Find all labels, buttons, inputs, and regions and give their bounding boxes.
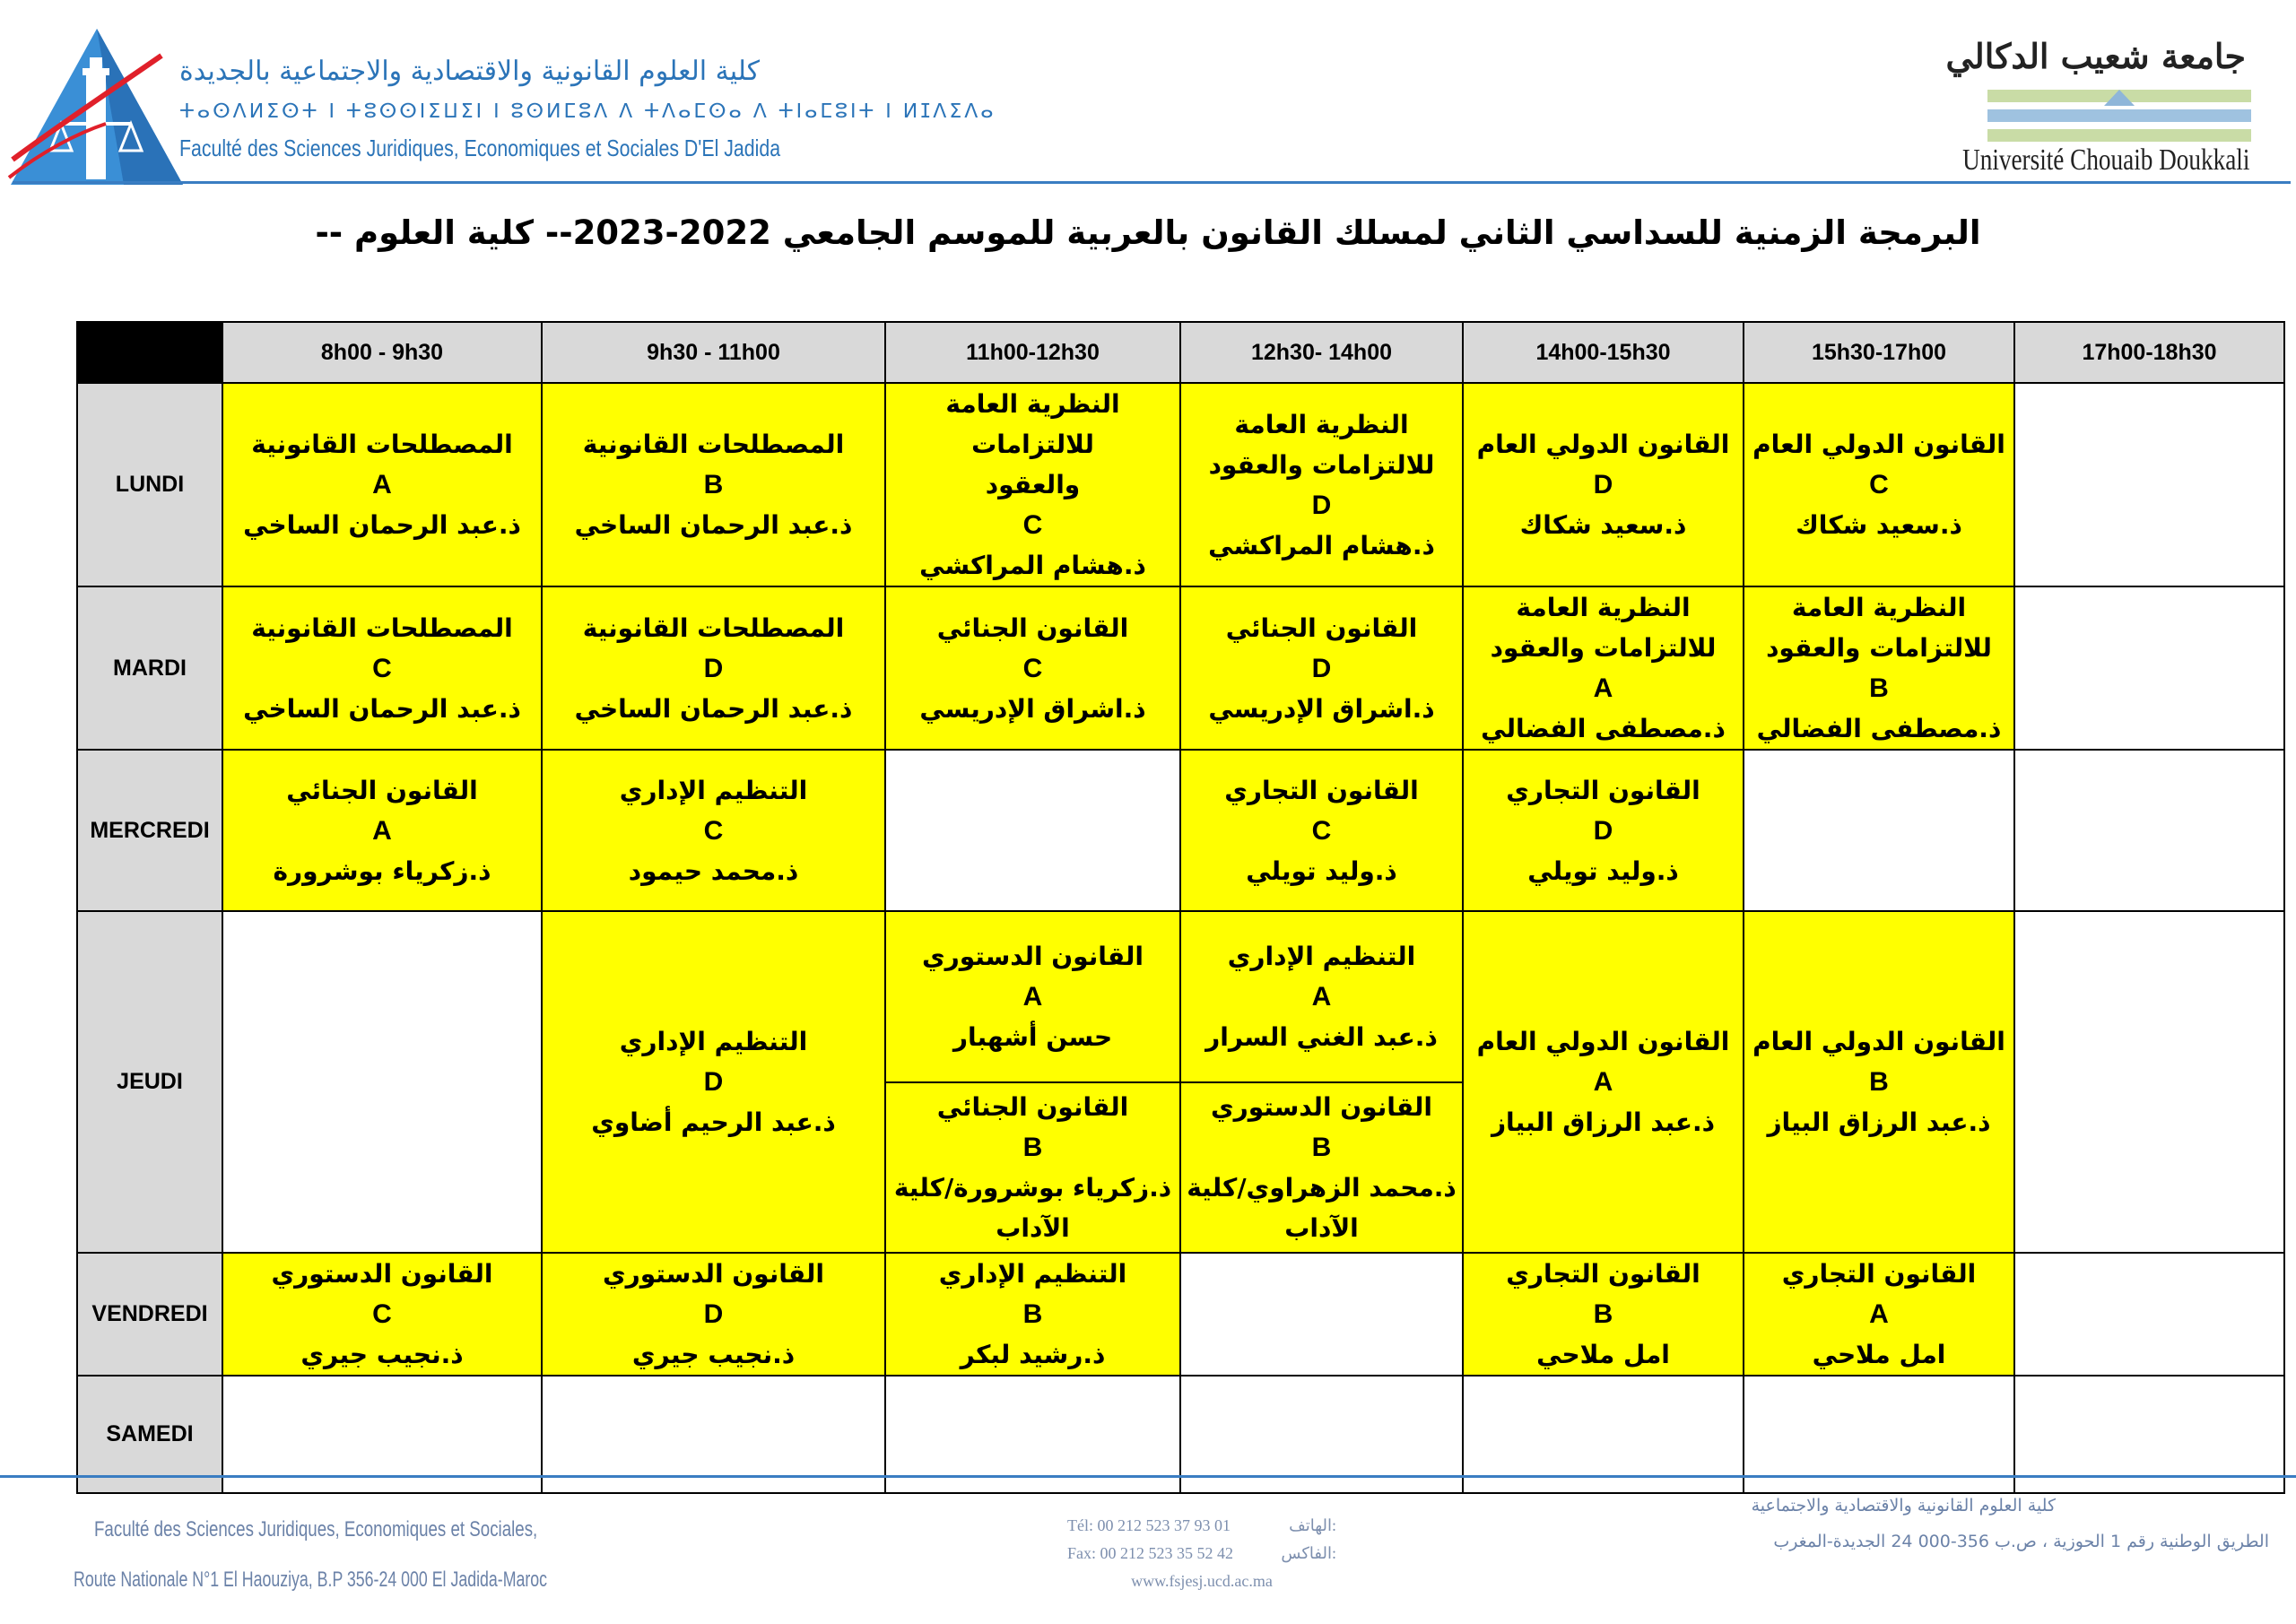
course-name: التنظيم الإداري [619,1027,808,1056]
header-row [77,322,2284,383]
course-group: B [1311,1132,1332,1162]
course-name: المصطلحات القانونية [582,612,845,643]
footer-address-line1: Faculté des Sciences Juridiques, Economiques et Sociales, [94,1517,538,1541]
course-cell [542,383,885,586]
course-cell [1463,383,1744,586]
faculty-name-arabic: كلية العلوم القانونية والاقتصادية والاجتماعية بالجديدة [179,56,760,87]
footer-phone: Tél: 00 212 523 37 93 01 [1067,1516,1231,1534]
page-title: البرمجة الزمنية للسداسي الثاني لمسلك القانون بالعربية للموسم الجامعي 2022-2023-- كلية العلوم -- [315,213,1981,252]
course-group: D [1311,653,1332,683]
course-cell [1463,750,1744,911]
university-name-arabic: جامعة شعيب الدكالي [1945,36,2246,76]
time-slot-header: 15h30-17h00 [1744,322,2014,383]
course-cell [1744,911,2014,1253]
corner-cell [77,322,222,383]
course-group: A [1593,1067,1613,1097]
time-slot-header: 14h00-15h30 [1463,322,1744,383]
course-professor: امل ملاحي [1812,1340,1946,1369]
university-name-french: Université Chouaib Doukkali [1961,143,2249,177]
course-professor: ذ.عبد الرزاق البياز [1491,1107,1716,1137]
course-name: القانون التجاري [1506,1259,1700,1289]
course-cell [1180,750,1463,911]
course-name: القانون الدولي العام [1476,430,1730,459]
time-slot-header: 11h00-12h30 [885,322,1180,383]
course-cell [1744,383,2014,586]
course-professor: ذ.عبد الرحمان الساخي [574,510,853,540]
course-professor: ذ.عبد الرحمان الساخي [243,693,521,724]
course-professor: ذ.عبد الرحمان الساخي [243,510,521,540]
course-cell [1744,1253,2014,1376]
course-group: D [703,653,724,683]
course-cell [885,586,1180,750]
course-professor: ذ.اشراق الإدريسي [919,693,1146,724]
course-group: D [1311,490,1332,520]
course-name: النظرية العامة [1234,409,1409,439]
day-label: MERCREDI [77,750,222,911]
course-professor: ذ.نجيب جيري [631,1340,796,1369]
course-professor: ذ.اشراق الإدريسي [1208,693,1435,724]
faculty-name-french: Faculté des Sciences Juridiques, Economiques et Sociales D'El Jadida [179,135,781,161]
course-professor: الآداب [1284,1212,1359,1243]
course-name: القانون الدولي العام [1752,430,2005,459]
course-cell [1463,911,1744,1253]
course-group: D [1593,815,1613,846]
course-cell [1463,1253,1744,1376]
course-name: المصطلحات القانونية [582,430,845,459]
course-name: القانون الدستوري [271,1259,493,1289]
course-professor: ذ.هشام المراكشي [1208,530,1435,560]
course-name: النظرية العامة [1516,593,1691,622]
day-label: MARDI [77,586,222,750]
day-label: JEUDI [77,911,222,1253]
footer-website-link[interactable]: www.fsjesj.ucd.ac.ma [1131,1572,1273,1590]
course-block [886,1081,1179,1253]
course-name: المصطلحات القانونية [251,430,513,459]
course-professor: ذ.محمد الزهراوي/كلية [1187,1172,1457,1203]
course-professor: ذ.سعيد شكاك [1796,510,1962,540]
course-cell [885,1253,1180,1376]
course-name: القانون الجنائي [936,1091,1129,1122]
course-group: D [1593,470,1613,499]
university-emblem [1987,86,2251,145]
course-group: A [1311,981,1332,1012]
course-name: القانون الدولي العام [1476,1027,1730,1056]
footer-divider [0,1475,2296,1478]
course-cell [1180,383,1463,586]
schedule-table [76,321,2285,1494]
footer-address-line2: Route Nationale N°1 El Haouziya, B.P 356-24 000 El Jadida-Maroc [74,1568,548,1592]
course-name: القانون الجنائي [286,775,478,805]
course-name: القانون الدستوري [921,941,1144,971]
course-name: التنظيم الإداري [938,1259,1127,1289]
course-professor: ذ.عبد الرحمان الساخي [574,693,853,724]
course-professor: ذ.عبد الرزاق البياز [1767,1107,1991,1137]
day-label: SAMEDI [77,1376,222,1493]
day-label: LUNDI [77,383,222,586]
course-cell [885,383,1180,586]
course-cell [542,911,885,1253]
footer-phone-label: الهاتف: [1289,1516,1336,1534]
course-professor: الآداب [996,1212,1070,1243]
course-cell [542,586,885,750]
course-professor: ذ.هشام المراكشي [919,551,1146,580]
course-block [1181,912,1462,1081]
course-name: المصطلحات القانونية [251,612,513,643]
course-professor: ذ.مصطفى الفضالي [1756,714,2002,743]
course-group: C [1869,470,1889,499]
split-course-cell [1180,911,1463,1253]
empty-cell [885,750,1180,911]
course-group: A [1869,1299,1889,1329]
course-cell [542,750,885,911]
course-professor: امل ملاحي [1536,1340,1670,1369]
course-group: B [703,470,724,499]
course-cell [542,1253,885,1376]
course-name: للالتزامات والعقود [1490,633,1717,663]
course-name: للالتزامات والعقود [1208,449,1435,480]
course-name: القانون الجنائي [1225,612,1418,643]
day-row-lundi [77,383,2284,586]
faculty-logo [7,25,187,188]
course-group: B [1869,673,1889,703]
course-group: A [372,470,392,499]
course-name: القانون الدستوري [602,1259,825,1289]
course-cell [1180,586,1463,750]
empty-cell [222,911,542,1253]
course-professor: ذ.مصطفى الفضالي [1481,714,1726,743]
course-cell [222,750,542,911]
time-slot-header: 12h30- 14h00 [1180,322,1463,383]
course-group: C [1022,653,1043,683]
empty-cell [2014,1253,2284,1376]
empty-cell [1744,750,2014,911]
course-professor: ذ.وليد تويلي [1527,855,1679,886]
course-block [886,912,1179,1081]
empty-cell [2014,750,2284,911]
course-group: C [1022,510,1043,540]
course-cell [222,586,542,750]
course-name: النظرية العامة [1791,593,1967,622]
course-group: B [1869,1067,1889,1097]
header-divider [13,181,2291,184]
course-group: C [372,653,392,683]
course-name: والعقود [985,470,1081,499]
course-name: التنظيم الإداري [1227,941,1416,971]
course-professor: ذ.رشيد لبكر [960,1340,1106,1369]
course-name: القانون الدستوري [1210,1091,1433,1122]
course-professor: ذ.سعيد شكاك [1519,510,1687,540]
footer-contact [1067,1512,1336,1595]
course-name: النظرية العامة للالتزامات [945,389,1120,459]
course-name: القانون التجاري [1506,775,1700,805]
day-row-mercredi [77,750,2284,911]
course-professor: ذ.عبد الرحيم أضاوي [591,1107,836,1137]
course-professor: ذ.نجيب جيري [300,1340,464,1369]
empty-cell [1180,1253,1463,1376]
course-cell [1463,586,1744,750]
course-name: القانون التجاري [1781,1259,1977,1289]
course-professor: ذ.زكرياء بوشرورة/كلية [893,1172,1172,1203]
course-name: التنظيم الإداري [619,775,808,805]
course-professor: ذ.زكرياء بوشرورة [273,855,491,886]
course-group: B [1022,1299,1043,1329]
empty-cell [2014,911,2284,1253]
time-slot-header: 17h00-18h30 [2014,322,2284,383]
course-group: B [1593,1299,1613,1329]
split-course-cell [885,911,1180,1253]
course-group: A [1022,981,1043,1012]
course-group: C [1311,815,1332,846]
course-group: B [1022,1132,1043,1162]
day-row-mardi [77,586,2284,750]
course-group: D [703,1067,724,1097]
course-name: القانون الدولي العام [1752,1027,2005,1056]
footer-faculty-arabic: كلية العلوم القانونية والاقتصادية والاجتماعية [1751,1496,2056,1515]
course-cell [222,1253,542,1376]
course-cell [222,383,542,586]
course-name: القانون الجنائي [936,612,1129,643]
day-row-jeudi [77,911,2284,1253]
footer-fax-label: الفاكس: [1281,1544,1336,1562]
course-group: A [1593,673,1613,703]
empty-cell [2014,383,2284,586]
time-slot-header: 8h00 - 9h30 [222,322,542,383]
course-block [1181,1081,1462,1253]
course-group: C [372,1299,392,1329]
course-group: C [703,815,724,846]
course-name: القانون التجاري [1224,775,1419,805]
course-cell [1744,586,2014,750]
day-label: VENDREDI [77,1253,222,1376]
course-professor: حسن أشهبار [952,1021,1113,1052]
day-row-vendredi [77,1253,2284,1376]
empty-cell [2014,586,2284,750]
course-professor: ذ.محمد حيمود [628,855,799,886]
faculty-name-tifinagh: ⵜⴰⵙⴷⵍⵉⵙⵜ ⵏ ⵜⵓⵙⵙⵏⵉⵡⵉⵏ ⵏ ⵓⵙⵍⵎⵓⴷ ⴷ ⵜⴷⴰⵎⵙⴰ ⴷ ⵜⵏⴰⵎⵓⵏⵜ ⵏ ⵍⵊⴷⵉⴷⴰ [179,100,996,123]
course-name: للالتزامات والعقود [1766,633,1992,663]
time-slot-header: 9h30 - 11h00 [542,322,885,383]
course-professor: ذ.وليد تويلي [1246,855,1397,886]
course-group: D [703,1299,724,1329]
footer-fax: Fax: 00 212 523 35 52 42 [1067,1544,1234,1562]
footer-address-arabic: الطريق الوطنية رقم 1 الحوزية ، ص.ب 356-000 24 الجديدة-المغرب [1773,1532,2269,1551]
course-group: A [372,815,392,846]
course-professor: ذ.عبد الغني السرار [1205,1021,1438,1052]
